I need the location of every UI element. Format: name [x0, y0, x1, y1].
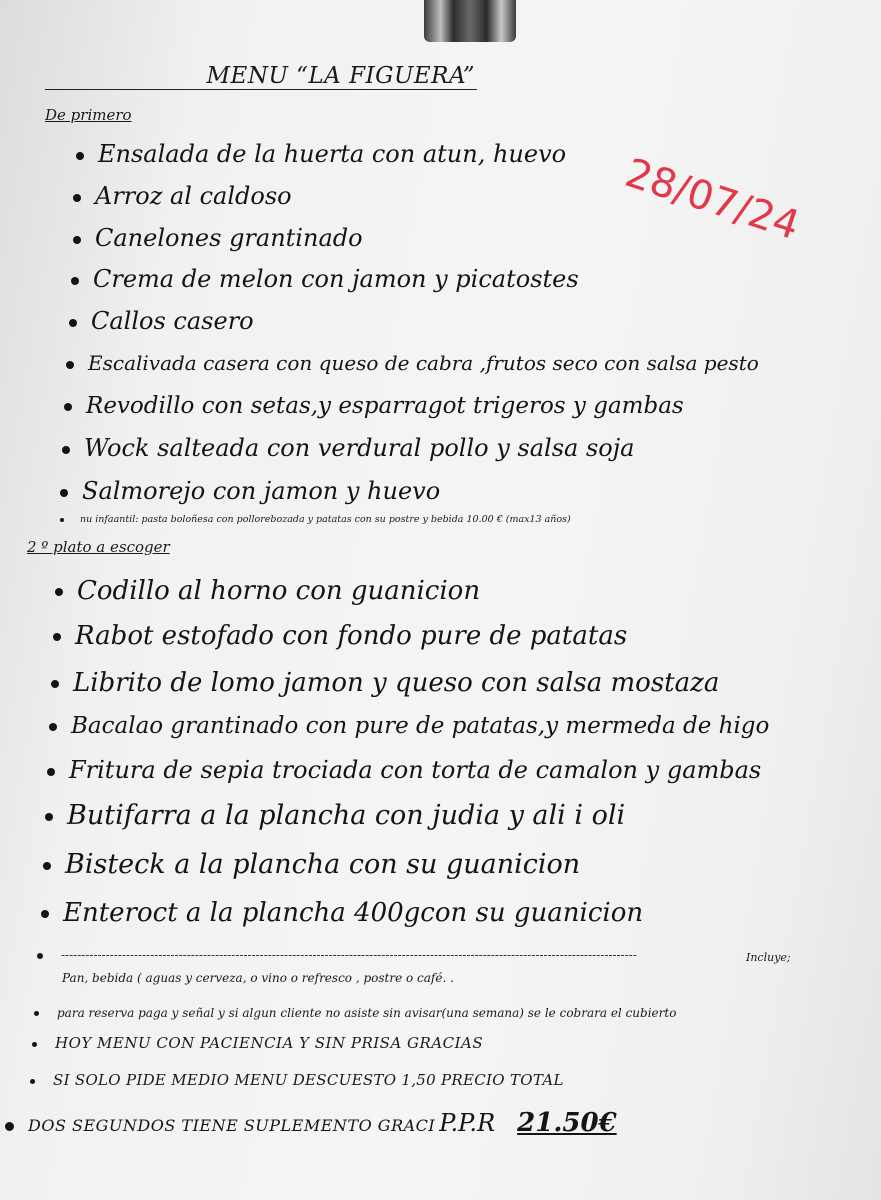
medio-menu-note: SI SOLO PIDE MEDIO MENU DESCUESTO 1,50 PRECIO TOTAL: [30, 1071, 564, 1089]
incluye-label: Incluye;: [746, 951, 791, 964]
date-stamp: 28/07/24: [619, 150, 805, 250]
primero-item: Callos casero: [69, 307, 254, 335]
bullet-icon: [71, 277, 79, 285]
bullet-icon: [76, 152, 84, 160]
segundo-item: Rabot estofado con fondo pure de patatas: [53, 621, 627, 651]
section-segundo-label: 2 º plato a escoger: [27, 538, 170, 556]
bullet-icon: [41, 910, 49, 918]
bullet-icon: [73, 236, 81, 244]
kids-menu-note: nu infaantil: pasta boloñesa con pollorebozada y patatas con su postre y bebida 10.00 € (max13 años): [60, 514, 571, 525]
bullet-icon: [53, 633, 61, 641]
segundo-item: Librito de lomo jamon y queso con salsa mostaza: [51, 668, 719, 698]
bullet-icon: [30, 1079, 35, 1084]
bullet-icon: [69, 319, 77, 327]
bullet-icon: [64, 403, 72, 411]
incluye-line: ----------------------------------------------------------------------------------------------------------------------------------------------: [37, 948, 797, 962]
price-row: [5, 1108, 617, 1138]
bullet-icon: [55, 588, 63, 596]
bullet-icon: [45, 813, 53, 821]
bullet-icon: [49, 723, 57, 731]
menu-price: 21.50€: [517, 1108, 617, 1138]
primero-item: Ensalada de la huerta con atun, huevo: [76, 140, 566, 168]
bullet-icon: [47, 768, 55, 776]
segundo-item: Butifarra a la plancha con judia y ali i oli: [45, 800, 625, 831]
bullet-icon: [32, 1042, 37, 1047]
primero-item: Salmorejo con jamon y huevo: [60, 477, 440, 505]
primero-item: Escalivada casera con queso de cabra ,frutos seco con salsa pesto: [66, 351, 759, 375]
suplemento-note: DOS SEGUNDOS TIENE SUPLEMENTO GRACI: [28, 1116, 436, 1135]
menu-title: MENU “LA FIGUERA”: [45, 63, 477, 90]
reserva-note: para reserva paga y señal y si algun cliente no asiste sin avisar(una semana) se le cobrara el cubierto: [34, 1006, 676, 1020]
incluye-text: Pan, bebida ( aguas y cerveza, o vino o refresco , postre o café. .: [62, 971, 454, 985]
paciencia-note: HOY MENU CON PACIENCIA Y SIN PRISA GRACIAS: [32, 1034, 483, 1052]
bullet-icon: [34, 1011, 39, 1016]
bullet-icon: [60, 518, 64, 522]
ppr-label: P.P.R: [439, 1109, 496, 1137]
bullet-icon: [51, 680, 59, 688]
primero-item: Wock salteada con verdural pollo y salsa soja: [62, 434, 634, 462]
primero-item: Revodillo con setas,y esparragot trigeros y gambas: [64, 393, 684, 419]
bullet-icon: [43, 862, 51, 870]
segundo-item: Fritura de sepia trociada con torta de camalon y gambas: [47, 756, 761, 784]
segundo-item: Enteroct a la plancha 400gcon su guanicion: [41, 898, 643, 928]
bullet-icon: [60, 489, 68, 497]
section-primero-label: De primero: [45, 106, 132, 124]
primero-item: Canelones grantinado: [73, 224, 363, 252]
primero-item: Crema de melon con jamon y picatostes: [71, 265, 579, 293]
bullet-icon: [5, 1122, 14, 1131]
segundo-item: Bisteck a la plancha con su guanicion: [43, 849, 580, 880]
primero-item: Arroz al caldoso: [73, 182, 292, 210]
bullet-icon: [73, 194, 81, 202]
bullet-icon: [62, 446, 70, 454]
segundo-item: Codillo al horno con guanicion: [55, 576, 480, 606]
segundo-item: Bacalao grantinado con pure de patatas,y mermeda de higo: [49, 713, 769, 739]
bullet-icon: [37, 953, 43, 959]
bullet-icon: [66, 361, 74, 369]
binder-clip: [424, 0, 516, 42]
